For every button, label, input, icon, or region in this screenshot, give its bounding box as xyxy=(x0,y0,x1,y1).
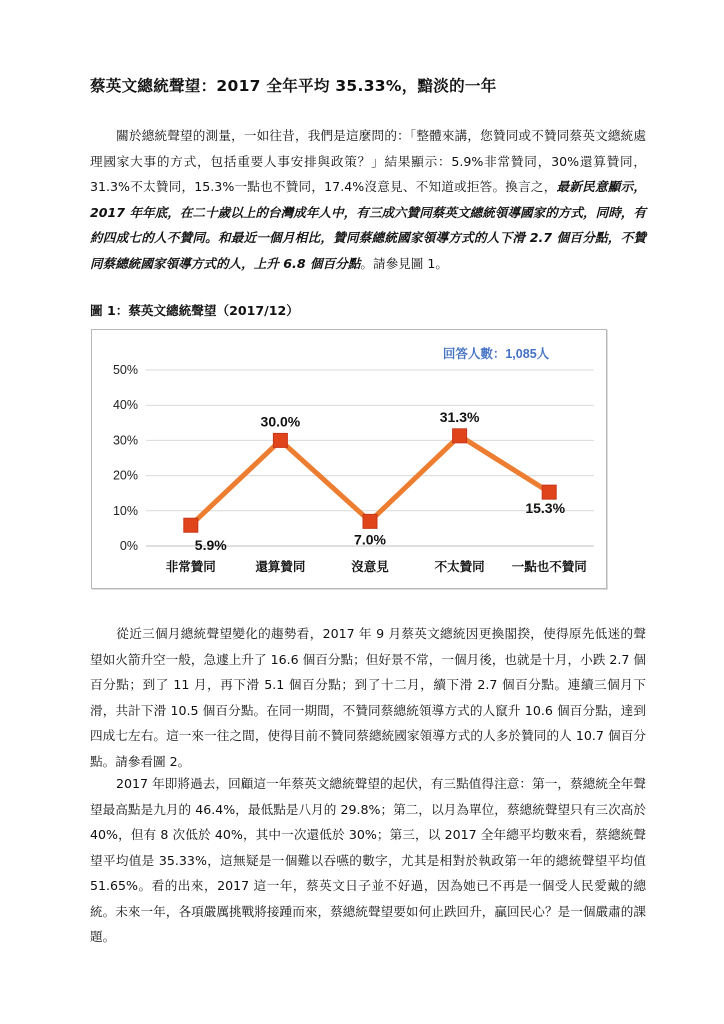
paragraph-2-text: 從近三個月總統聲望變化的趨勢看，2017 年 9 月蔡英文總統因更換閣揆，使得原先低迷的聲望如火箭升空一般，急遽上升了 16.6 個百分點；但好景不常，一個月後，也就是十月，小跌 2.7 個百分點；到了 11 月，再下滑 5.1 個百分點；到了十二月，續下滑 2.7 個百分點。連續三個月下滑，共計下滑 10.5 個百分點。在同一期間，不贊同蔡總統領導方式的人竄升 10.6 個百分點，達到四成七左右。這一來一往之間，使得目前不贊同蔡總統國家領導方式的人多於贊同的人 10.7 個百分點。請參看圖 2。 xyxy=(90,626,646,769)
chart-data-labels xyxy=(195,409,566,553)
data-point-marker xyxy=(542,485,556,499)
paragraph-2 xyxy=(90,621,646,774)
paragraph-3-text: 2017 年即將過去，回顧這一年蔡英文總統聲望的起伏，有三點值得注意：第一，蔡總統全年聲望最高點是九月的 46.4%，最低點是八月的 29.8%；第二，以月為單位，蔡總統聲望只有三次高於 40%，但有 8 次低於 40%，其中一次還低於 30%；第三，以 2017 全年總平均數來看，蔡總統聲望平均值是 35.33%，這無疑是一個難以吞嚥的數字，尤其是相對於執政第一年的總統聲望平均值 51.65%。看的出來，2017 這一年，蔡英文日子並不好過，因為她已不再是一個受人民愛戴的總統。未來一年，各項嚴厲挑戰將接踵而來，蔡總統聲望要如何止跌回升，贏回民心？是一個嚴肅的課題。 xyxy=(90,776,646,944)
x-tick-label: 不太贊同 xyxy=(434,559,485,574)
figure-caption: 圖 1：蔡英文總統聲望（2017/12） xyxy=(90,303,299,318)
paragraph-1-emphasis: 最新民意顯示，2017 年年底，在二十歲以上的台灣成年人中，有三成六贊同蔡英文總統領導國家的方式，同時，有約四成七的人不贊同。和最近一個月相比，贊同蔡總統國家領導方式的人下滑 2.7 個百分點，不贊同蔡總統國家領導方式的人，上升 6.8 個百分點 xyxy=(90,179,647,271)
y-tick-label: 40% xyxy=(112,398,138,413)
data-point-marker xyxy=(453,429,467,443)
x-tick-label: 還算贊同 xyxy=(255,559,306,574)
y-tick-label: 10% xyxy=(112,503,138,518)
paragraph-3 xyxy=(90,771,646,950)
chart-series-line xyxy=(191,436,549,525)
y-tick-label: 50% xyxy=(112,363,138,377)
x-tick-label: 沒意見 xyxy=(351,559,389,574)
y-tick-label: 20% xyxy=(112,468,138,483)
paragraph-1 xyxy=(90,123,646,276)
paragraph-1-text-b: 。請參見圖 1。 xyxy=(360,255,448,271)
data-label: 15.3% xyxy=(525,500,566,517)
y-tick-label: 30% xyxy=(112,433,138,448)
data-label: 31.3% xyxy=(439,408,480,425)
data-point-marker xyxy=(184,518,198,532)
x-tick-label: 非常贊同 xyxy=(165,559,216,574)
y-tick-label: 0% xyxy=(119,539,138,553)
data-point-marker xyxy=(273,433,287,447)
respondents-label: 回答人數：1,085人 xyxy=(442,347,550,361)
chart-canvas xyxy=(92,330,606,588)
series-line xyxy=(191,436,549,525)
data-label: 30.0% xyxy=(260,413,301,430)
data-label: 5.9% xyxy=(194,537,227,554)
chart-x-axis xyxy=(166,559,587,574)
approval-chart xyxy=(91,329,607,589)
data-point-marker xyxy=(363,514,377,528)
page-title: 蔡英文總統聲望：2017 全年平均 35.33%，黯淡的一年 xyxy=(90,77,497,95)
paragraph-1-text-a: 關於總統聲望的測量，一如往昔，我們是這麼問的：「整體來講，您贊同或不贊同蔡英文總統處理國家大事的方式，包括重要人事安排與政策？」結果顯示：5.9%非常贊同，30%還算贊同，31.3%不太贊同，15.3%一點也不贊同，17.4%沒意見、不知道或拒答。換言之， xyxy=(90,128,646,194)
data-label: 7.0% xyxy=(354,531,386,548)
chart-y-axis xyxy=(113,363,138,553)
x-tick-label: 一點也不贊同 xyxy=(511,559,587,574)
